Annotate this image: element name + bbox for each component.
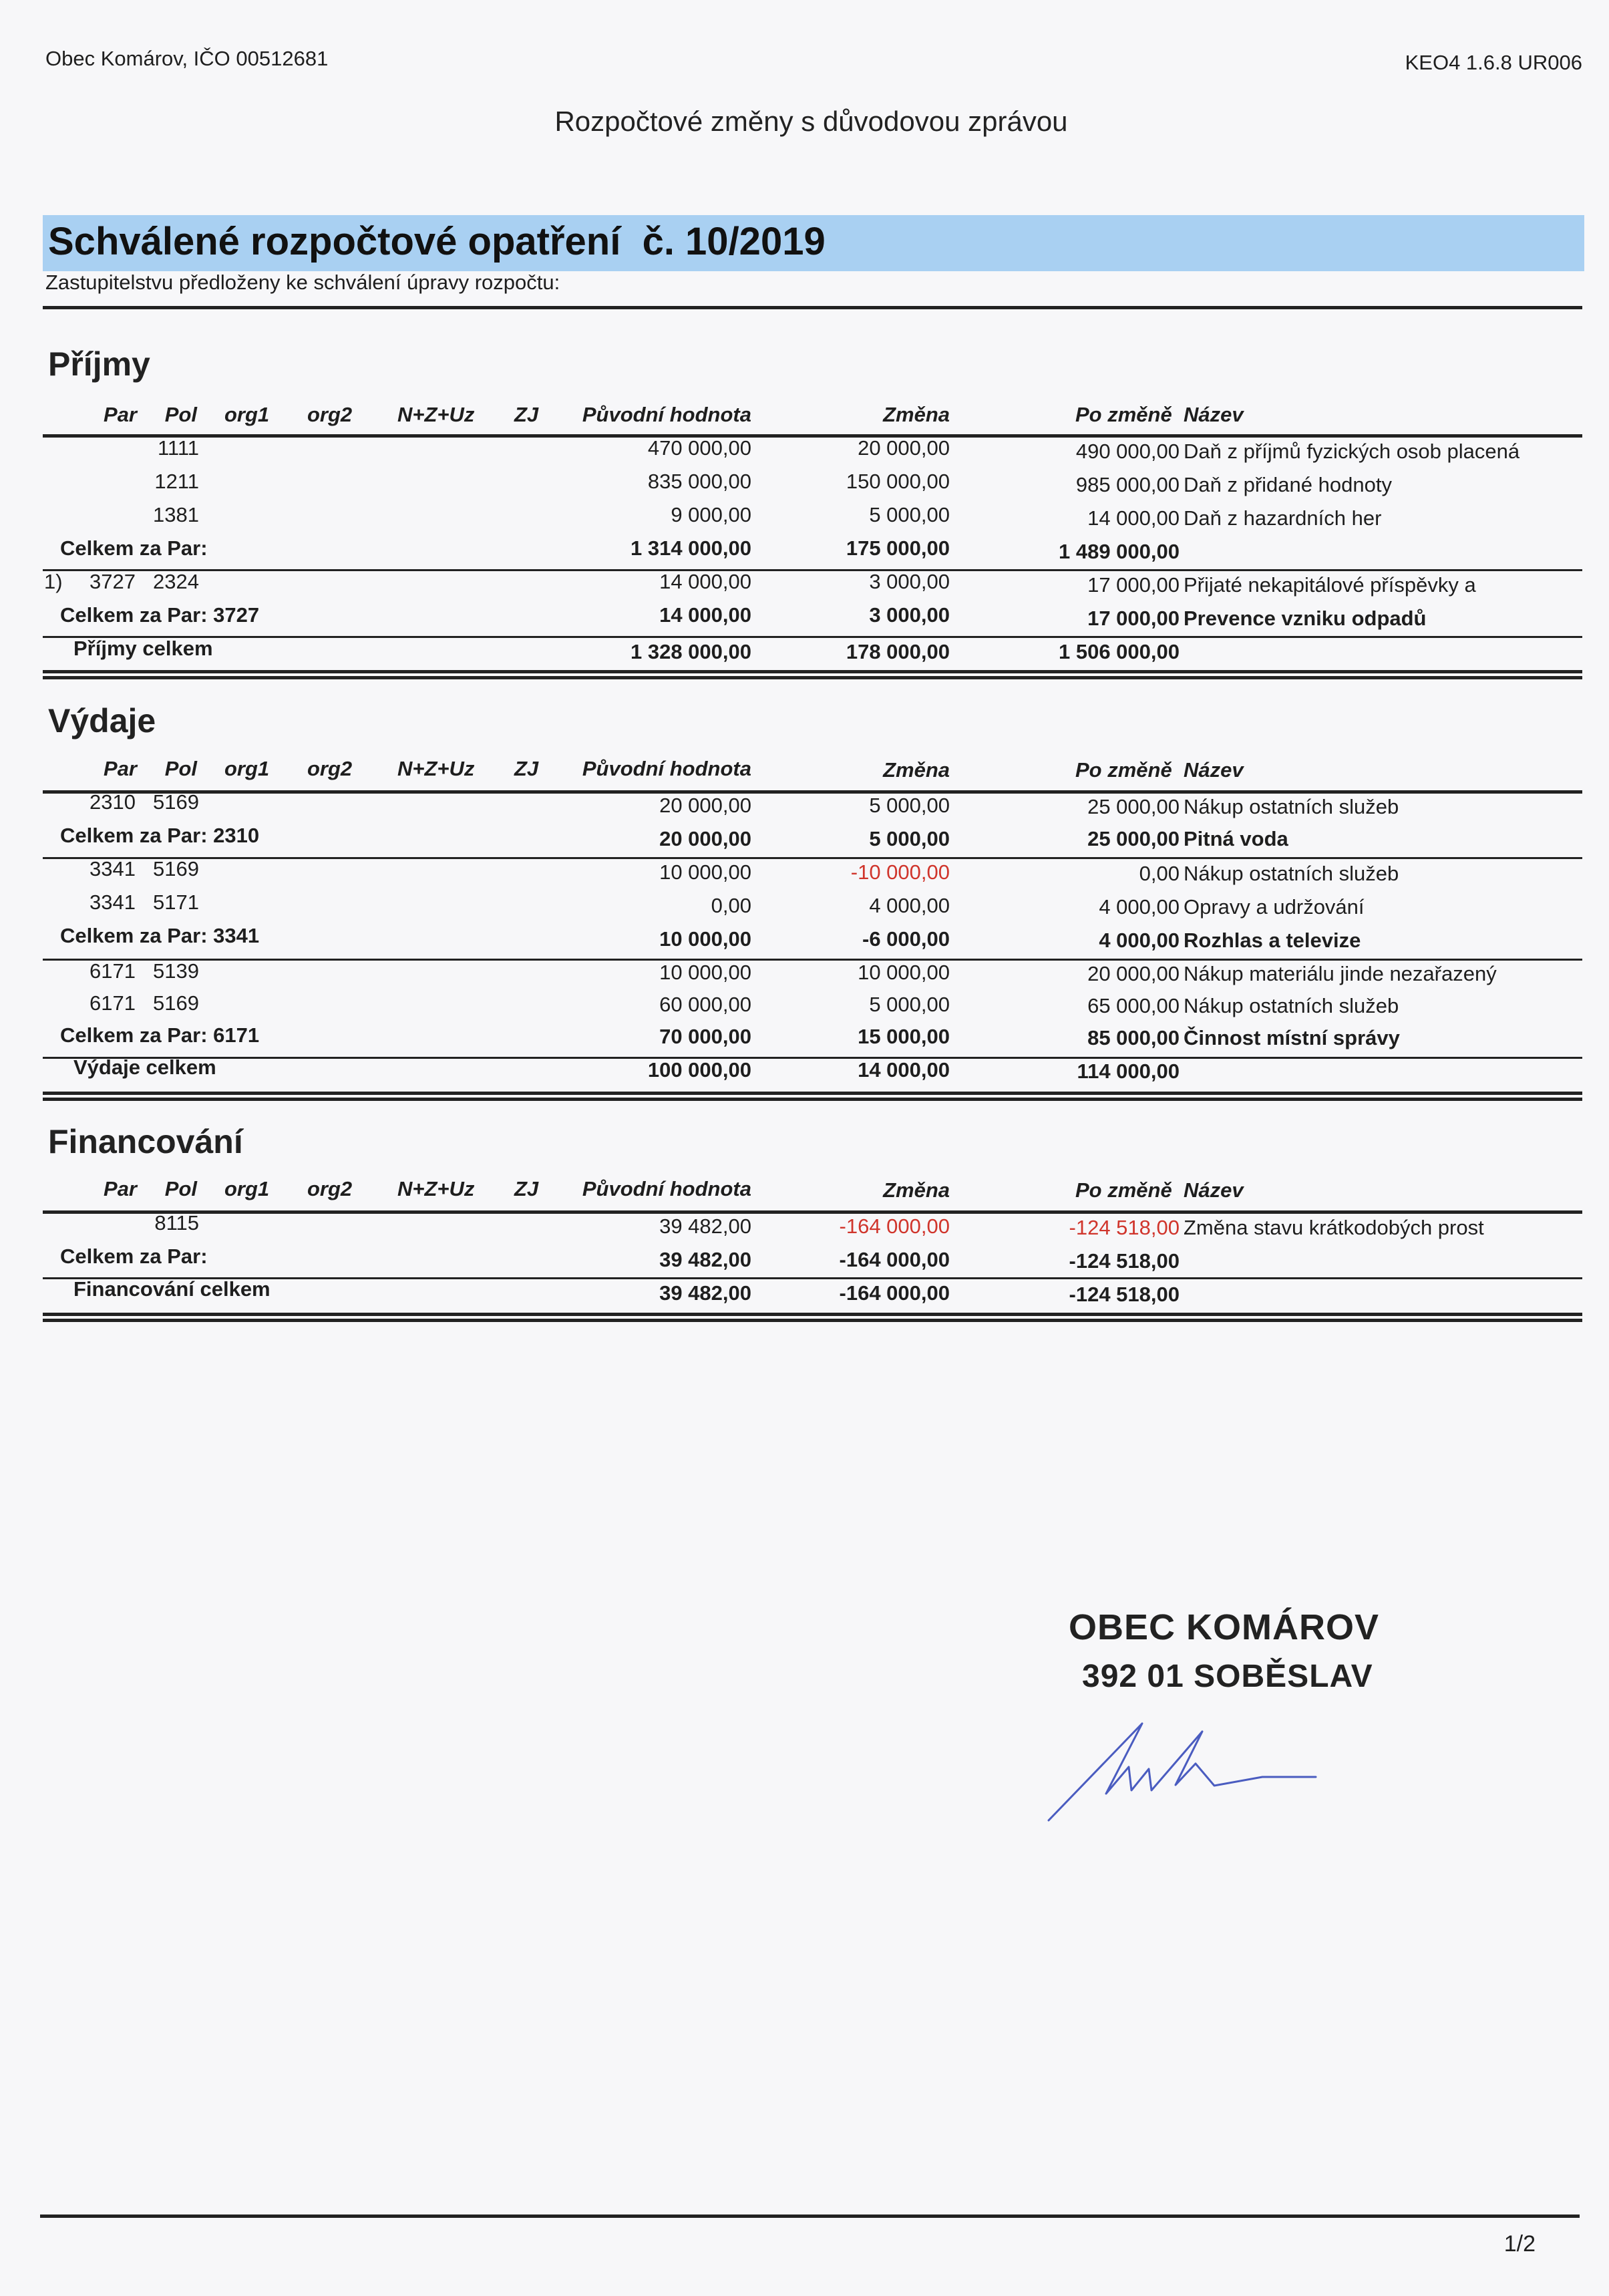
cell-after-negative: -124 518,00 bbox=[1069, 1216, 1180, 1239]
divider bbox=[43, 1098, 1582, 1101]
col-org1: org1 bbox=[224, 757, 270, 780]
cell-name: Nákup ostatních služeb bbox=[1184, 795, 1399, 818]
subtotal-label: Celkem za Par: 6171 bbox=[60, 1023, 260, 1047]
col-par: Par bbox=[104, 403, 137, 426]
subtotal-label: Celkem za Par: bbox=[60, 1245, 208, 1268]
divider bbox=[43, 1210, 1582, 1214]
divider bbox=[43, 1319, 1582, 1322]
divider bbox=[43, 1277, 1582, 1279]
col-org2: org2 bbox=[307, 403, 353, 426]
section-heading-vydaje: Výdaje bbox=[48, 702, 156, 740]
col-pol: Pol bbox=[164, 757, 197, 780]
cell-par: 6171 bbox=[90, 991, 136, 1015]
col-org2: org2 bbox=[307, 1177, 353, 1200]
col-nzuz: N+Z+Uz bbox=[397, 403, 475, 426]
cell-original: 470 000,00 bbox=[647, 436, 751, 460]
divider bbox=[43, 1313, 1582, 1316]
cell-original: 9 000,00 bbox=[671, 503, 751, 526]
cell-par: 6171 bbox=[90, 959, 136, 983]
cell-original: 1 314 000,00 bbox=[630, 536, 751, 560]
cell-change: 178 000,00 bbox=[846, 640, 950, 663]
cell-after: 65 000,00 bbox=[1087, 994, 1180, 1017]
budget-measure-title: Schválené rozpočtové opatření č. 10/2019 bbox=[48, 220, 826, 263]
cell-pol: 1211 bbox=[154, 470, 199, 493]
cell-change: -6 000,00 bbox=[862, 927, 950, 951]
divider bbox=[43, 670, 1582, 673]
col-original: Původní hodnota bbox=[582, 403, 751, 426]
page-number: 1/2 bbox=[1503, 2231, 1536, 2257]
cell-name: Nákup materiálu jinde nezařazený bbox=[1184, 962, 1497, 985]
cell-name: Prevence vzniku odpadů bbox=[1184, 607, 1427, 630]
total-label: Výdaje celkem bbox=[73, 1055, 216, 1079]
cell-original: 100 000,00 bbox=[647, 1058, 751, 1082]
total-label: Příjmy celkem bbox=[73, 637, 213, 660]
cell-pol: 1111 bbox=[157, 436, 199, 460]
cell-par: 3341 bbox=[90, 857, 136, 880]
cell-after: 1 489 000,00 bbox=[1058, 540, 1180, 563]
stamp-address: 392 01 SOBĚSLAV bbox=[1082, 1659, 1373, 1694]
col-zj: ZJ bbox=[514, 1177, 539, 1200]
col-after: Po změně bbox=[1075, 758, 1172, 782]
cell-original: 70 000,00 bbox=[659, 1025, 751, 1048]
cell-original: 10 000,00 bbox=[659, 961, 751, 984]
cell-original: 835 000,00 bbox=[647, 470, 751, 493]
divider bbox=[43, 636, 1582, 638]
cell-pol: 5171 bbox=[153, 890, 199, 914]
col-org1: org1 bbox=[224, 1177, 270, 1200]
cell-name: Nákup ostatních služeb bbox=[1184, 994, 1399, 1017]
subtotal-label: Celkem za Par: 3341 bbox=[60, 924, 260, 947]
cell-after: -124 518,00 bbox=[1069, 1249, 1180, 1273]
section-heading-prijmy: Příjmy bbox=[48, 345, 150, 383]
banner-subtitle: Zastupitelstvu předloženy ke schválení úpravy rozpočtu: bbox=[45, 271, 560, 294]
cell-name: Činnost místní správy bbox=[1184, 1026, 1400, 1049]
cell-original: 14 000,00 bbox=[659, 570, 751, 593]
stamp-name: OBEC KOMÁROV bbox=[1069, 1607, 1380, 1647]
cell-change: 3 000,00 bbox=[869, 603, 950, 627]
cell-change: 4 000,00 bbox=[869, 894, 950, 917]
cell-after: 985 000,00 bbox=[1075, 473, 1180, 496]
cell-after: -124 518,00 bbox=[1069, 1283, 1180, 1306]
cell-original: 39 482,00 bbox=[659, 1214, 751, 1238]
cell-original: 60 000,00 bbox=[659, 993, 751, 1016]
col-nzuz: N+Z+Uz bbox=[397, 1177, 475, 1200]
cell-original: 39 482,00 bbox=[659, 1281, 751, 1305]
col-pol: Pol bbox=[164, 403, 197, 426]
cell-change: 15 000,00 bbox=[858, 1025, 950, 1048]
cell-change: 150 000,00 bbox=[846, 470, 950, 493]
organization-id: Obec Komárov, IČO 00512681 bbox=[45, 47, 329, 70]
cell-after: 14 000,00 bbox=[1087, 506, 1180, 530]
cell-note: 1) bbox=[44, 570, 63, 593]
cell-original: 14 000,00 bbox=[659, 603, 751, 627]
divider bbox=[43, 1092, 1582, 1095]
cell-change: 175 000,00 bbox=[846, 536, 950, 560]
document-title bbox=[0, 106, 1609, 138]
cell-pol: 5169 bbox=[153, 790, 199, 814]
cell-par: 2310 bbox=[90, 790, 136, 814]
document-title-text: Rozpočtové změny s důvodovou zprávou bbox=[554, 106, 1068, 137]
cell-change: 20 000,00 bbox=[858, 436, 950, 460]
cell-after: 1 506 000,00 bbox=[1058, 640, 1180, 663]
col-change: Změna bbox=[883, 1178, 950, 1202]
subtotal-label: Celkem za Par: bbox=[60, 536, 208, 560]
col-org2: org2 bbox=[307, 757, 353, 780]
cell-pol: 2324 bbox=[153, 570, 199, 593]
cell-pol: 5169 bbox=[153, 857, 199, 880]
cell-change: 5 000,00 bbox=[869, 993, 950, 1016]
cell-after: 25 000,00 bbox=[1087, 795, 1180, 818]
col-change: Změna bbox=[883, 758, 950, 782]
col-after: Po změně bbox=[1075, 403, 1172, 426]
cell-original: 20 000,00 bbox=[659, 827, 751, 850]
cell-change-negative: -10 000,00 bbox=[850, 860, 950, 884]
col-name: Název bbox=[1184, 1178, 1244, 1202]
cell-change-negative: -164 000,00 bbox=[839, 1214, 950, 1238]
signature-icon bbox=[1042, 1710, 1322, 1830]
cell-name: Daň z hazardních her bbox=[1184, 506, 1382, 530]
cell-after: 25 000,00 bbox=[1087, 827, 1180, 850]
cell-change: 5 000,00 bbox=[869, 503, 950, 526]
col-par: Par bbox=[104, 757, 137, 780]
col-after: Po změně bbox=[1075, 1178, 1172, 1202]
cell-name: Pitná voda bbox=[1184, 827, 1288, 850]
cell-pol: 8115 bbox=[154, 1211, 199, 1235]
total-label: Financování celkem bbox=[73, 1277, 271, 1301]
col-nzuz: N+Z+Uz bbox=[397, 757, 475, 780]
cell-after: 20 000,00 bbox=[1087, 962, 1180, 985]
col-par: Par bbox=[104, 1177, 137, 1200]
cell-original: 39 482,00 bbox=[659, 1248, 751, 1271]
cell-original: 20 000,00 bbox=[659, 794, 751, 817]
subtotal-label: Celkem za Par: 3727 bbox=[60, 603, 260, 627]
col-org1: org1 bbox=[224, 403, 270, 426]
cell-change: 3 000,00 bbox=[869, 570, 950, 593]
col-name: Název bbox=[1184, 403, 1244, 426]
cell-par: 3727 bbox=[90, 570, 136, 593]
cell-pol: 5139 bbox=[153, 959, 199, 983]
divider bbox=[43, 676, 1582, 679]
cell-name: Změna stavu krátkodobých prost bbox=[1184, 1216, 1484, 1239]
col-original: Původní hodnota bbox=[582, 757, 751, 780]
software-version: KEO4 1.6.8 UR006 bbox=[1405, 51, 1582, 74]
cell-name: Daň z přidané hodnoty bbox=[1184, 473, 1392, 496]
cell-original: 10 000,00 bbox=[659, 927, 751, 951]
cell-par: 3341 bbox=[90, 890, 136, 914]
col-original: Původní hodnota bbox=[582, 1177, 751, 1200]
cell-original: 10 000,00 bbox=[659, 860, 751, 884]
section-heading-financovani: Financování bbox=[48, 1123, 243, 1160]
cell-change: 14 000,00 bbox=[858, 1058, 950, 1082]
col-pol: Pol bbox=[164, 1177, 197, 1200]
cell-pol: 5169 bbox=[153, 991, 199, 1015]
cell-change: -164 000,00 bbox=[839, 1248, 950, 1271]
cell-after: 17 000,00 bbox=[1087, 607, 1180, 630]
cell-after: 4 000,00 bbox=[1099, 895, 1180, 919]
divider bbox=[43, 306, 1582, 309]
cell-after: 85 000,00 bbox=[1087, 1026, 1180, 1049]
col-zj: ZJ bbox=[514, 403, 539, 426]
cell-change: 5 000,00 bbox=[869, 827, 950, 850]
divider bbox=[43, 857, 1582, 859]
cell-change: -164 000,00 bbox=[839, 1281, 950, 1305]
cell-after: 0,00 bbox=[1139, 862, 1180, 885]
cell-change: 5 000,00 bbox=[869, 794, 950, 817]
cell-after: 114 000,00 bbox=[1077, 1059, 1180, 1083]
cell-name: Opravy a udržování bbox=[1184, 895, 1365, 919]
col-zj: ZJ bbox=[514, 757, 539, 780]
footer-divider bbox=[40, 2215, 1580, 2218]
col-change: Změna bbox=[883, 403, 950, 426]
cell-change: 10 000,00 bbox=[858, 961, 950, 984]
cell-pol: 1381 bbox=[153, 503, 199, 526]
cell-after: 490 000,00 bbox=[1075, 440, 1180, 463]
cell-after: 17 000,00 bbox=[1087, 573, 1180, 597]
cell-name: Rozhlas a televize bbox=[1184, 929, 1361, 952]
cell-name: Nákup ostatních služeb bbox=[1184, 862, 1399, 885]
cell-original: 1 328 000,00 bbox=[630, 640, 751, 663]
cell-name: Přijaté nekapitálové příspěvky a bbox=[1184, 573, 1476, 597]
col-name: Název bbox=[1184, 758, 1244, 782]
cell-original: 0,00 bbox=[711, 894, 751, 917]
cell-after: 4 000,00 bbox=[1099, 929, 1180, 952]
subtotal-label: Celkem za Par: 2310 bbox=[60, 824, 260, 847]
cell-name: Daň z příjmů fyzických osob placená bbox=[1184, 440, 1520, 463]
